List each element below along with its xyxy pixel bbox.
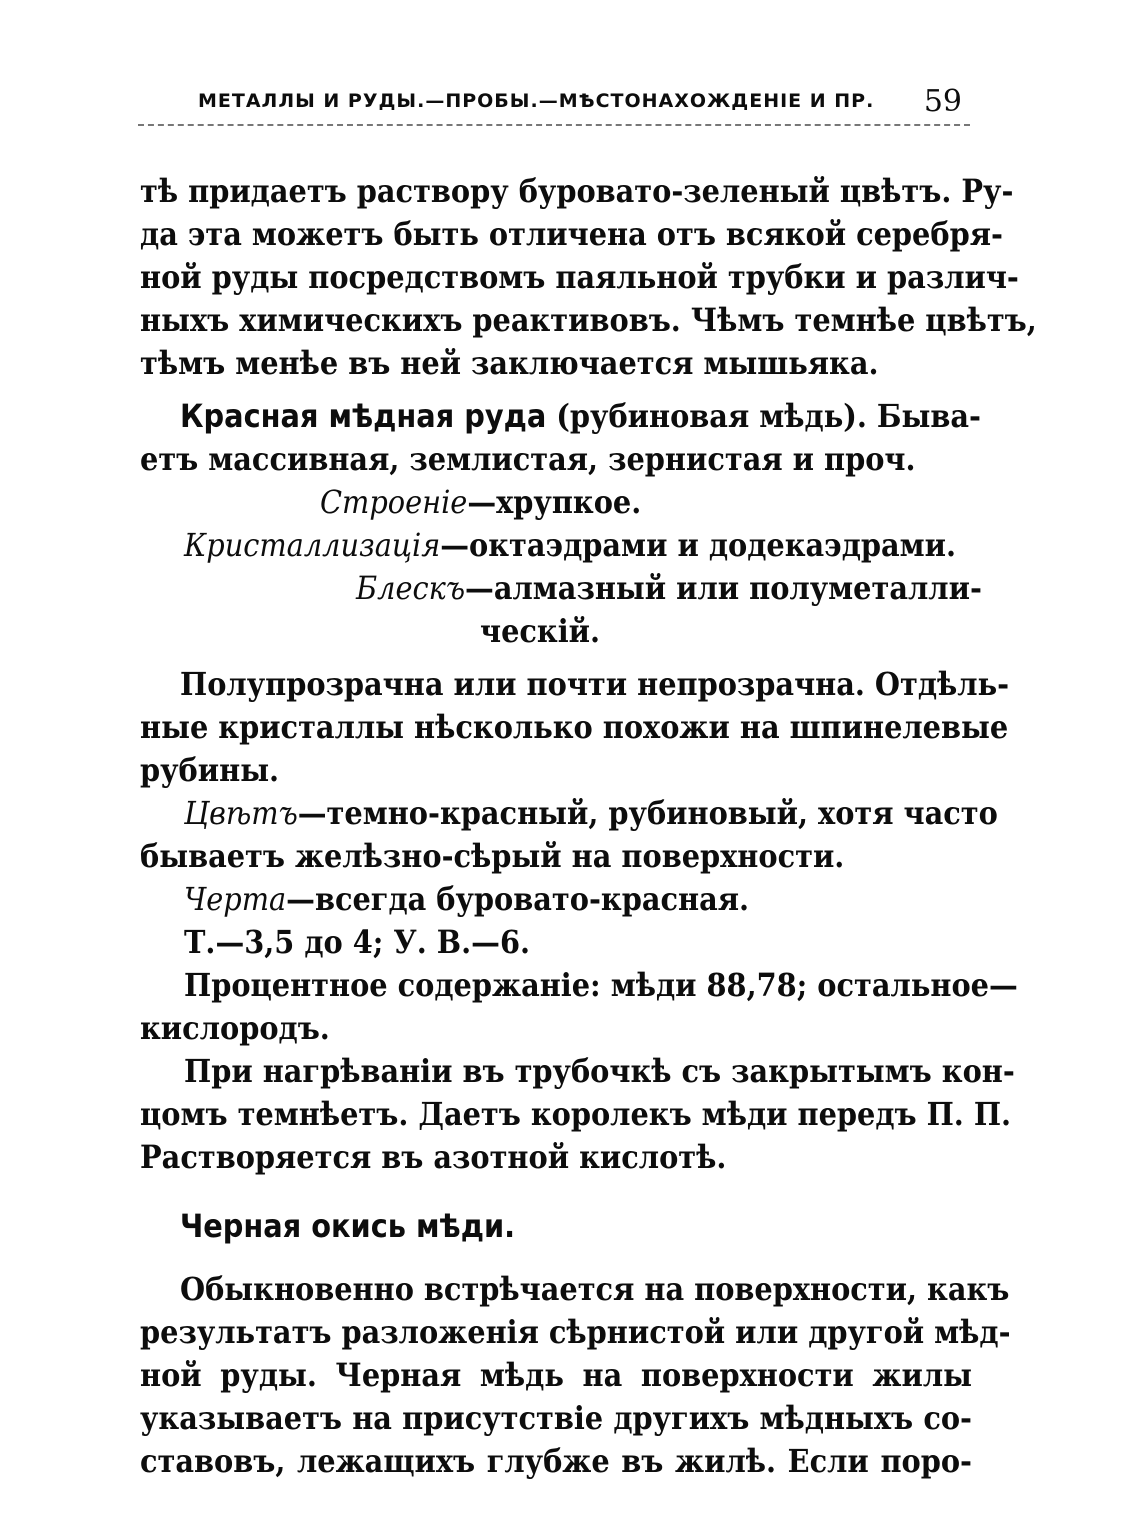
property-label: Блескъ bbox=[356, 569, 466, 607]
text-line: Процентное содержаніе: мѣди 88,78; остальное— bbox=[184, 966, 1018, 1004]
text-line: Растворяется въ азотной кислотѣ. bbox=[140, 1138, 727, 1176]
section-heading-black-oxide: Черная окись мѣди. bbox=[180, 1207, 516, 1245]
paragraph-black-oxide bbox=[140, 1268, 1011, 1483]
property-structure: Строеніе—хрупкое. bbox=[320, 483, 642, 521]
text-line: указываетъ на присутствіе другихъ мѣдныхъ со- bbox=[140, 1399, 972, 1437]
running-title: МЕТАЛЛЫ И РУДЫ.—ПРОБЫ.—МѢСТОНАХОЖДЕНІЕ И ПР. bbox=[198, 90, 875, 112]
text-line: При нагрѣваніи въ трубочкѣ съ закрытымъ кон- bbox=[184, 1052, 1015, 1090]
property-label: Кристаллизація bbox=[184, 526, 441, 564]
text-line: цомъ темнѣетъ. Даетъ королекъ мѣди передъ П. П. bbox=[140, 1095, 1012, 1133]
property-crystallization: Кристаллизація—октаэдрами и додекаэдрами. bbox=[184, 526, 957, 564]
property-label: Черта bbox=[184, 880, 287, 918]
text-line: ные кристаллы нѣсколько похожи на шпинелевые bbox=[140, 708, 1009, 746]
text-line: етъ массивная, землистая, зернистая и проч. bbox=[140, 440, 916, 478]
page-number: 59 bbox=[923, 84, 962, 119]
text-line: ческій. bbox=[480, 612, 601, 650]
header-rule bbox=[138, 124, 970, 126]
text-line: ной руды. Черная мѣдь на поверхности жилы bbox=[140, 1356, 972, 1394]
section-heading: Красная мѣдная руда bbox=[180, 397, 547, 435]
text-line: ной руды посредствомъ паяльной трубки и различ- bbox=[140, 258, 1019, 296]
paragraph-translucency bbox=[140, 663, 1010, 792]
text-line: результатъ разложенія сѣрнистой или другой мѣд- bbox=[140, 1313, 1011, 1351]
property-label: Строеніе bbox=[320, 483, 468, 521]
section-red-copper-ore bbox=[140, 395, 982, 653]
text-line: рубины. bbox=[140, 751, 280, 789]
paragraph-arsenic bbox=[140, 170, 1037, 385]
text-line: Цвѣтъ—темно-красный, рубиновый, хотя часто bbox=[184, 794, 998, 832]
property-streak: Черта—всегда буровато-красная. bbox=[184, 880, 750, 918]
text-line: Красная мѣдная руда (рубиновая мѣдь). Быва- bbox=[180, 397, 981, 435]
text-line: тѣмъ менѣе въ ней заключается мышьяка. bbox=[140, 344, 879, 382]
page-body bbox=[140, 170, 1037, 1483]
property-color bbox=[140, 792, 998, 878]
text-line: ныхъ химическихъ реактивовъ. Чѣмъ темнѣе цвѣтъ, bbox=[140, 301, 1037, 339]
text-line: тѣ придаетъ раствору буровато-зеленый цвѣтъ. Ру- bbox=[140, 172, 1014, 210]
hardness-line: Т.—3,5 до 4; У. В.—6. bbox=[184, 923, 530, 961]
running-header bbox=[138, 86, 970, 126]
text-line: ставовъ, лежащихъ глубже въ жилѣ. Если поро- bbox=[140, 1442, 972, 1480]
text-line: да эта можетъ быть отличена отъ всякой серебря- bbox=[140, 215, 1003, 253]
text-line: бываетъ желѣзно-сѣрый на поверхности. bbox=[140, 837, 845, 875]
text-line: Обыкновенно встрѣчается на поверхности, какъ bbox=[180, 1270, 1010, 1308]
property-luster: Блескъ—алмазный или полуметалли- bbox=[356, 569, 982, 607]
text-line: кислородъ. bbox=[140, 1009, 330, 1047]
text-line: Полупрозрачна или почти непрозрачна. Отдѣль- bbox=[180, 665, 1010, 703]
paragraph-heating bbox=[140, 1050, 1015, 1179]
property-label: Цвѣтъ bbox=[184, 794, 298, 832]
paragraph-percent bbox=[140, 964, 1018, 1050]
